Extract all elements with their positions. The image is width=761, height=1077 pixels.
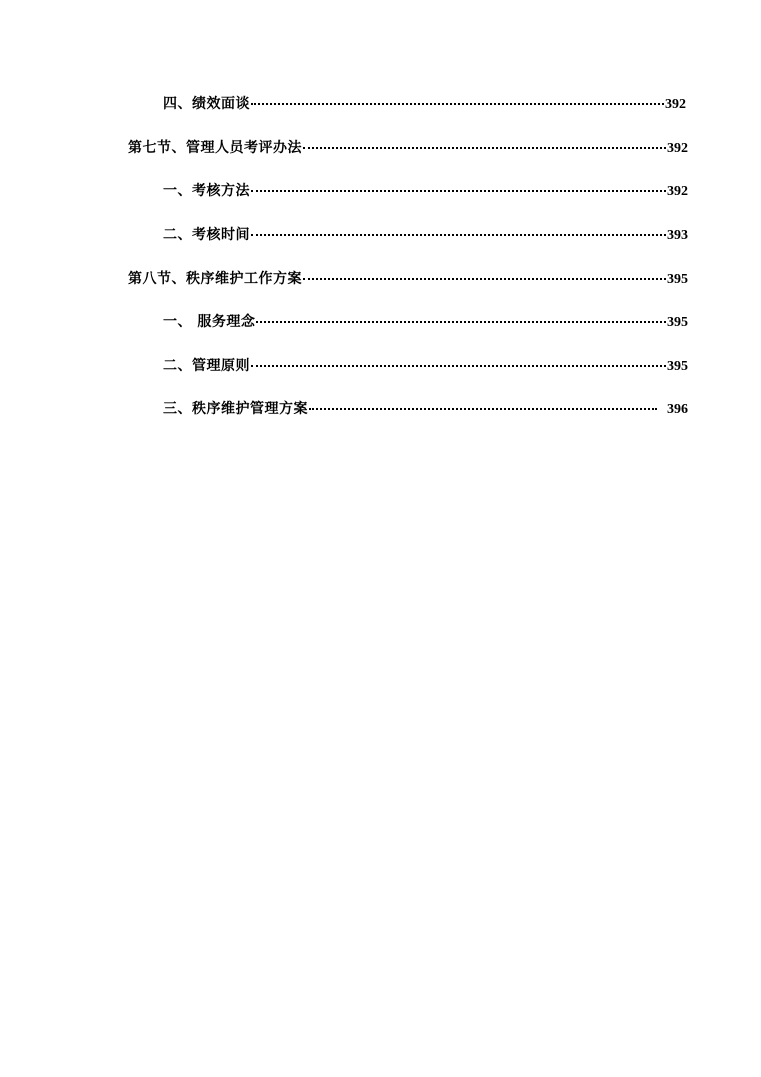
toc-entry-page: 393 xyxy=(667,228,688,243)
toc-entry-title: 一、 服务理念 xyxy=(163,314,256,330)
toc-entry-title: 二、考核时间 xyxy=(163,227,250,243)
toc-entry[interactable] xyxy=(128,267,688,291)
toc-entry-title: 第七节、管理人员考评办法 xyxy=(128,140,302,156)
toc-entry-title: 第八节、秩序维护工作方案 xyxy=(128,271,302,287)
toc-entry-title: 二、管理原则 xyxy=(163,358,250,374)
toc-entry-title: 四、绩效面谈 xyxy=(163,96,250,112)
toc-entry[interactable] xyxy=(163,354,688,378)
toc-entry[interactable] xyxy=(163,223,688,247)
toc-entry-page: 395 xyxy=(667,359,688,374)
toc-dot-leader xyxy=(256,307,666,323)
toc-entry-page: 392 xyxy=(667,184,688,199)
toc-dot-leader xyxy=(251,220,666,236)
toc-entry-page: 396 xyxy=(667,402,688,417)
toc-entry[interactable] xyxy=(128,136,688,160)
toc-entry-title: 一、考核方法 xyxy=(163,183,250,199)
toc-dot-leader xyxy=(303,133,666,149)
toc-entry-page: 395 xyxy=(667,315,688,330)
toc-dot-leader xyxy=(309,394,657,410)
toc-dot-leader xyxy=(251,176,666,192)
toc-entry[interactable] xyxy=(163,397,688,421)
toc-entry-page: 395 xyxy=(667,272,688,287)
toc-entry[interactable] xyxy=(163,92,686,116)
toc-entry[interactable] xyxy=(163,310,688,334)
toc-entry-page: 392 xyxy=(667,141,688,156)
toc-dot-leader xyxy=(303,264,666,280)
toc-entry[interactable] xyxy=(163,179,688,203)
toc-dot-leader xyxy=(251,351,666,367)
toc-entry-page: 392 xyxy=(665,97,686,112)
toc-dot-leader xyxy=(251,89,664,105)
toc-entry-title: 三、秩序维护管理方案 xyxy=(163,401,308,417)
